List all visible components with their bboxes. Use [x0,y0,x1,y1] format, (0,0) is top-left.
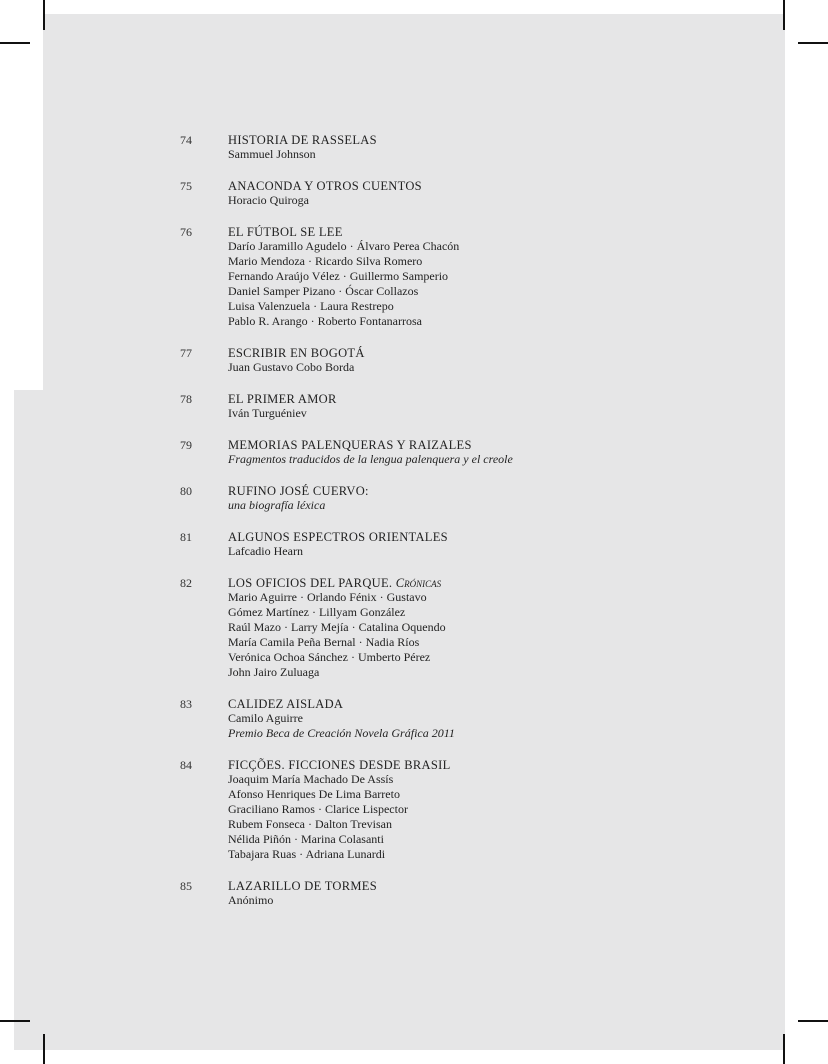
crop-mark-top-left-h [0,42,30,44]
entry-body [228,179,780,208]
entry-author-line: Tabajara Ruas · Adriana Lunardi [228,847,386,861]
entry-author-line: John Jairo Zuluaga [228,665,320,679]
entry-author-line: Mario Aguirre · Orlando Fénix · Gustavo [228,590,427,604]
entry-body [228,225,780,329]
entry-body [228,530,780,559]
entry-author-line: Horacio Quiroga [228,193,309,207]
entry-title-text: LAZARILLO DE TORMES [228,879,377,893]
entry-title-italic: Crónicas [395,576,442,590]
catalog-entry [180,484,780,513]
entry-number: 75 [180,179,192,193]
entry-author-line: Darío Jaramillo Agudelo · Álvaro Perea Chacón [228,239,460,253]
entry-author-line: Afonso Henriques De Lima Barreto [228,787,400,801]
entry-author-line: Verónica Ochoa Sánchez · Umberto Pérez [228,650,431,664]
catalog-entry [180,346,780,375]
entry-title [228,484,780,498]
entry-author-line: Graciliano Ramos · Clarice Lispector [228,802,408,816]
entry-author-line: Pablo R. Arango · Roberto Fontanarrosa [228,314,422,328]
entry-author-line: María Camila Peña Bernal · Nadia Ríos [228,635,420,649]
entry-title-text: EL FÚTBOL SE LEE [228,225,343,239]
catalog-entry [180,576,780,680]
entry-body [228,133,780,162]
entry-author-line: Fragmentos traducidos de la lengua palenquera y el creole [228,452,513,466]
entry-body [228,879,780,908]
entry-number: 82 [180,576,192,590]
entry-number: 74 [180,133,192,147]
catalog-entry [180,697,780,741]
entry-author-line: Juan Gustavo Cobo Borda [228,360,355,374]
entry-body [228,576,780,680]
entry-number: 84 [180,758,192,772]
entry-title-text: LOS OFICIOS DEL PARQUE. [228,576,393,590]
entry-body [228,346,780,375]
catalog-entry [180,133,780,162]
entry-title [228,758,780,772]
crop-mark-bottom-right-h [798,1020,828,1022]
crop-mark-top-right-h [798,42,828,44]
entry-author-line: Sammuel Johnson [228,147,316,161]
catalog-entry [180,879,780,908]
entry-title-text: ALGUNOS ESPECTROS ORIENTALES [228,530,448,544]
entry-title-text: ESCRIBIR EN BOGOTÁ [228,346,365,360]
entry-title-text: MEMORIAS PALENQUERAS Y RAIZALES [228,438,472,452]
entry-title [228,879,780,893]
catalog-entry [180,225,780,329]
entry-author-line: Camilo Aguirre [228,711,303,725]
catalog-entry [180,530,780,559]
entry-title-text: RUFINO JOSÉ CUERVO: [228,484,369,498]
entry-body [228,438,780,467]
entry-title [228,179,780,193]
entry-author-line: Joaquim María Machado De Assís [228,772,394,786]
entry-author-line: Premio Beca de Creación Novela Gráfica 2011 [228,726,455,740]
crop-mark-top-left-v [43,0,45,30]
entry-author-line: Daniel Samper Pizano · Óscar Collazos [228,284,419,298]
catalog-entry [180,438,780,467]
entry-title-text: EL PRIMER AMOR [228,392,337,406]
entry-number: 79 [180,438,192,452]
entry-title [228,530,780,544]
entry-author-line: Gómez Martínez · Lillyam González [228,605,406,619]
entry-title-text: HISTORIA DE RASSELAS [228,133,377,147]
entry-author-line: Iván Turguéniev [228,406,307,420]
entry-number: 83 [180,697,192,711]
entry-body [228,758,780,862]
entry-title [228,346,780,360]
entry-title [228,133,780,147]
entry-author-line: una biografía léxica [228,498,326,512]
entry-title [228,225,780,239]
entry-title [228,438,780,452]
crop-mark-bottom-left-h [0,1020,30,1022]
entry-body [228,697,780,741]
entry-author-line: Lafcadio Hearn [228,544,303,558]
entry-title-text: FICÇÕES. FICCIONES DESDE BRASIL [228,758,451,772]
entry-title [228,697,780,711]
entry-author-line: Rubem Fonseca · Dalton Trevisan [228,817,392,831]
entry-body [228,392,780,421]
crop-mark-bottom-right-v [783,1034,785,1064]
entry-title-text: CALIDEZ AISLADA [228,697,344,711]
entry-author-line: Mario Mendoza · Ricardo Silva Romero [228,254,423,268]
page-background-extension [14,390,44,1050]
entry-title [228,576,780,590]
catalog-entry [180,758,780,862]
entry-author-line: Fernando Araújo Vélez · Guillermo Samperio [228,269,449,283]
catalog-entry [180,392,780,421]
entry-number: 85 [180,879,192,893]
entry-title [228,392,780,406]
entry-title-text: ANACONDA Y OTROS CUENTOS [228,179,422,193]
entry-number: 80 [180,484,192,498]
entry-body [228,484,780,513]
entry-number: 76 [180,225,192,239]
entry-number: 78 [180,392,192,406]
entry-author-line: Nélida Piñón · Marina Colasanti [228,832,384,846]
catalog-list [180,133,780,925]
entry-author-line: Anónimo [228,893,274,907]
entry-number: 81 [180,530,192,544]
entry-author-line: Luisa Valenzuela · Laura Restrepo [228,299,394,313]
entry-author-line: Raúl Mazo · Larry Mejía · Catalina Oquendo [228,620,446,634]
crop-mark-bottom-left-v [43,1034,45,1064]
entry-number: 77 [180,346,192,360]
crop-mark-top-right-v [783,0,785,30]
catalog-entry [180,179,780,208]
